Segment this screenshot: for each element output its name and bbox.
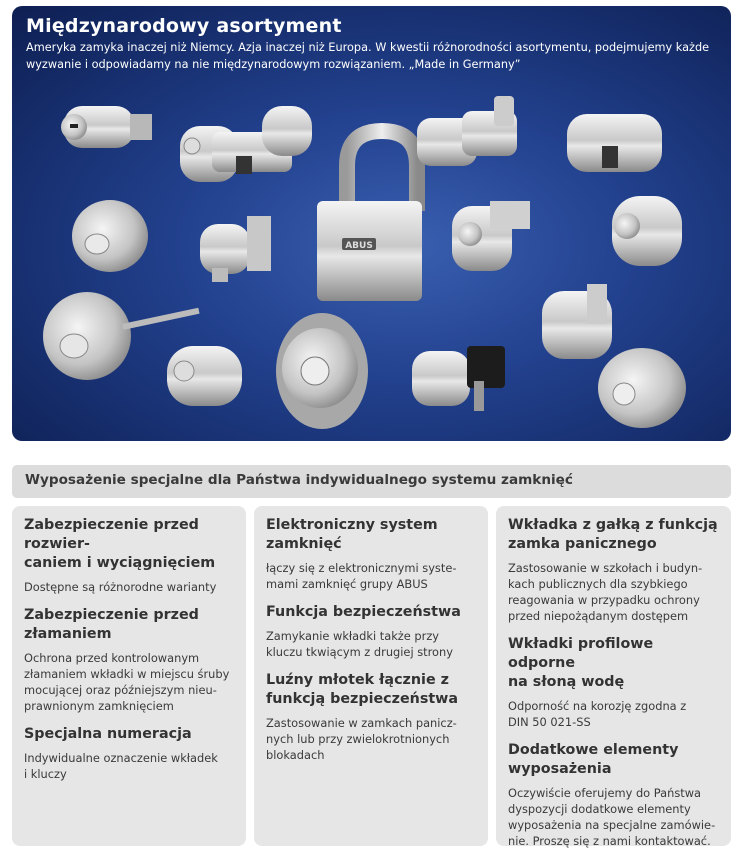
padlock xyxy=(317,131,422,301)
hero-description: Ameryka zamyka inaczej niż Niemcy. Azja inaczej niż Europa. W kwestii różnorodności asortymentu, podejmujemy każde wyzwanie i odpowiadamy na nie międzynarodowym rozwiązaniem. „Made in Germany” xyxy=(26,41,710,71)
feature-title: Specjalna numeracja xyxy=(24,726,192,742)
feature-text: Dostępne są różnorodne warianty xyxy=(24,580,217,594)
feature-text: Oczywiście oferujemy do Państwa dyspozycji dodatkowe elementy wyposażenia na specjalne zamówie- nie. Proszę się z nami kontaktować. xyxy=(508,786,716,848)
feature-text: Ochrona przed kontrolowanym złamaniem wkładki w miejscu śruby mocującej oraz późniejszym nieu- prawnionym zamknięciem xyxy=(24,651,230,713)
hero-banner xyxy=(12,6,731,441)
cylinder-thumbturn xyxy=(417,96,517,166)
round-cylinder xyxy=(598,348,686,428)
feature-title: Zabezpieczenie przed rozwier- caniem i wyciągnięciem xyxy=(24,517,216,571)
flange-cylinder xyxy=(276,313,368,429)
euro-double-cylinder xyxy=(567,114,662,172)
feature-title: Elektroniczny system zamknięć xyxy=(266,517,438,552)
cam-lock-small xyxy=(61,106,152,148)
feature-title: Funkcja bezpieczeństwa xyxy=(266,604,461,620)
feature-text: Indywidualne oznaczenie wkładek i kluczy xyxy=(24,751,218,781)
euro-cylinder-knob xyxy=(180,106,312,182)
padlock-logo: ABUS xyxy=(345,241,373,251)
feature-text: łączy się z elektronicznymi syste- mami zamknięć grupy ABUS xyxy=(266,561,457,591)
cam-lock-right xyxy=(452,201,530,271)
section-header xyxy=(12,465,731,498)
rim-cylinder xyxy=(72,200,148,272)
oval-cylinder-small xyxy=(167,346,242,406)
feature-text: Odporność na korozję zgodna z DIN 50 021-SS xyxy=(508,699,687,729)
oval-cylinder xyxy=(612,196,682,266)
feature-text: Zamykanie wkładki także przy kluczu tkwiącym z drugiej strony xyxy=(266,629,453,659)
hero-title: Międzynarodowy asortyment xyxy=(26,15,342,37)
feature-column-1 xyxy=(12,506,246,846)
feature-column-2 xyxy=(254,506,488,846)
cam-lock-bracket xyxy=(200,216,271,282)
feature-title: Dodatkowe elementy wyposażenia xyxy=(508,742,679,777)
feature-title: Wkładki profilowe odporne na słoną wodę xyxy=(508,636,654,690)
feature-text: Zastosowanie w zamkach panicz- nych lub przy zwielokrotnionych blokadach xyxy=(266,716,457,762)
feature-title: Luźny młotek łącznie z funkcją bezpieczeństwa xyxy=(266,672,459,707)
section-title: Wyposażenie specjalne dla Państwa indywidualnego systemu zamknięć xyxy=(25,472,573,488)
feature-text: Zastosowanie w szkołach i budyn- kach publicznych dla szybkiego reagowania w przypadku ochrony przed niepożądanym dostępem xyxy=(508,561,703,623)
feature-title: Zabezpieczenie przed złamaniem xyxy=(24,607,199,642)
feature-title: Wkładka z gałką z funkcją zamka panicznego xyxy=(508,517,718,552)
cam-lock-black xyxy=(412,346,505,411)
half-cylinder xyxy=(542,284,612,359)
feature-column-3 xyxy=(496,506,731,846)
